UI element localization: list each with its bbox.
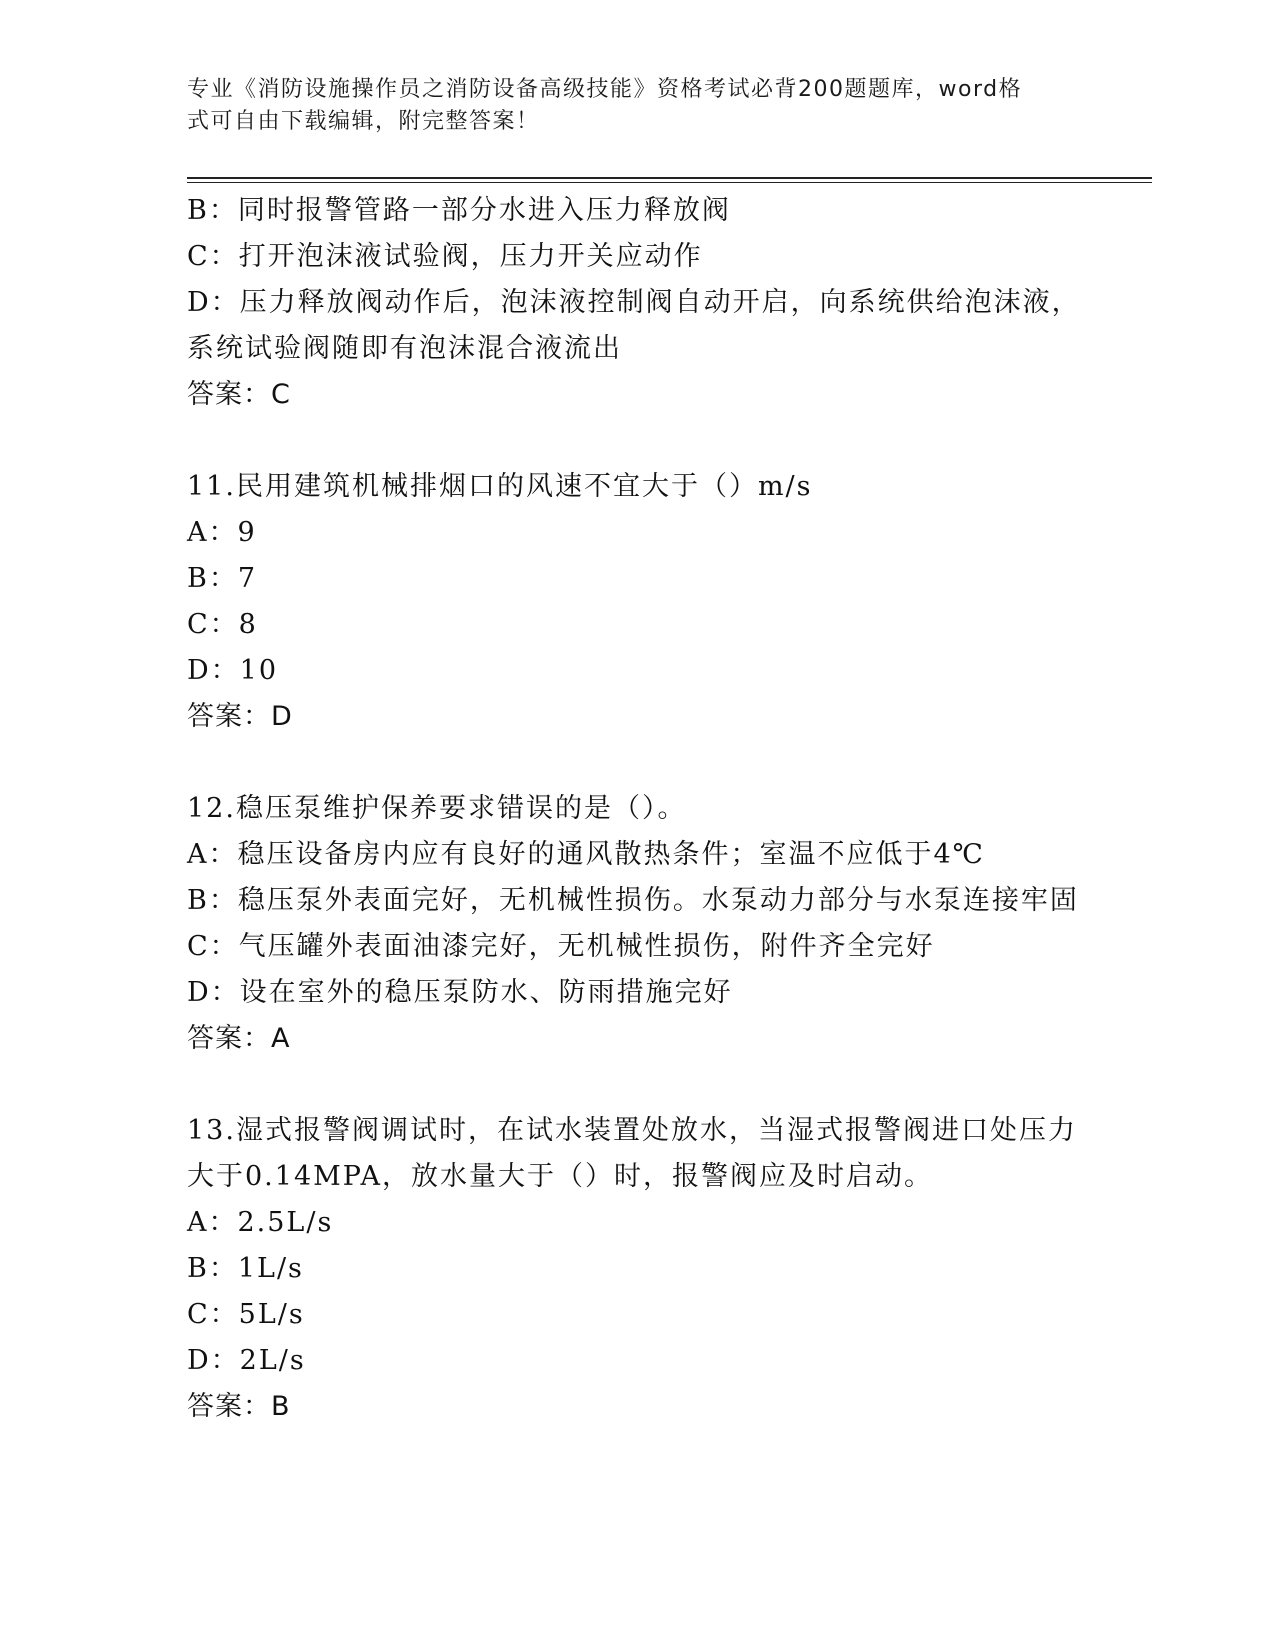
option-a: A：9 — [187, 517, 257, 548]
question-13 — [187, 1108, 1087, 1430]
header-rule-thick — [187, 177, 1152, 179]
spacer — [187, 1062, 1087, 1108]
header-rule-thin — [187, 182, 1152, 183]
answer: 答案：D — [187, 701, 293, 732]
option-d: D：10 — [187, 655, 279, 686]
option-c: C：打开泡沫液试验阀，压力开关应动作 — [187, 241, 703, 272]
option-b: B：7 — [187, 563, 258, 594]
question-10-continued — [187, 188, 1087, 418]
header-line-2: 式可自由下载编辑，附完整答案！ — [187, 109, 540, 134]
answer: 答案：C — [187, 379, 291, 410]
question-stem: 12.稳压泵维护保养要求错误的是（）。 — [187, 793, 687, 824]
header-line-1: 专业《消防设施操作员之消防设备高级技能》资格考试必背200题题库，word格 — [187, 77, 1023, 102]
option-d: D：2L/s — [187, 1345, 306, 1376]
question-stem: 13.湿式报警阀调试时，在试水装置处放水，当湿式报警阀进口处压力 — [187, 1115, 1077, 1146]
answer: 答案：B — [187, 1391, 291, 1422]
option-a: A：稳压设备房内应有良好的通风散热条件；室温不应低于4℃ — [187, 839, 985, 870]
answer: 答案：A — [187, 1023, 291, 1054]
option-b: B：1L/s — [187, 1253, 304, 1284]
option-c: C：5L/s — [187, 1299, 305, 1330]
option-a: A：2.5L/s — [187, 1207, 334, 1238]
question-list — [187, 188, 1087, 1430]
question-stem-continued: 大于0.14MPA，放水量大于（）时，报警阀应及时启动。 — [187, 1161, 933, 1192]
option-b: B：同时报警管路一部分水进入压力释放阀 — [187, 195, 731, 226]
option-d-continued: 系统试验阀随即有泡沫混合液流出 — [187, 333, 622, 364]
spacer — [187, 740, 1087, 786]
spacer — [187, 418, 1087, 464]
option-c: C：气压罐外表面油漆完好，无机械性损伤，附件齐全完好 — [187, 931, 935, 962]
option-c: C：8 — [187, 609, 258, 640]
option-d: D：设在室外的稳压泵防水、防雨措施完好 — [187, 977, 733, 1008]
question-11 — [187, 464, 1087, 740]
question-12 — [187, 786, 1087, 1062]
option-b: B：稳压泵外表面完好，无机械性损伤。水泵动力部分与水泵连接牢固 — [187, 885, 1079, 916]
question-stem: 11.民用建筑机械排烟口的风速不宜大于（）m/s — [187, 471, 813, 502]
document-header — [187, 74, 1087, 138]
option-d: D：压力释放阀动作后，泡沫液控制阀自动开启，向系统供给泡沫液， — [187, 287, 1081, 318]
